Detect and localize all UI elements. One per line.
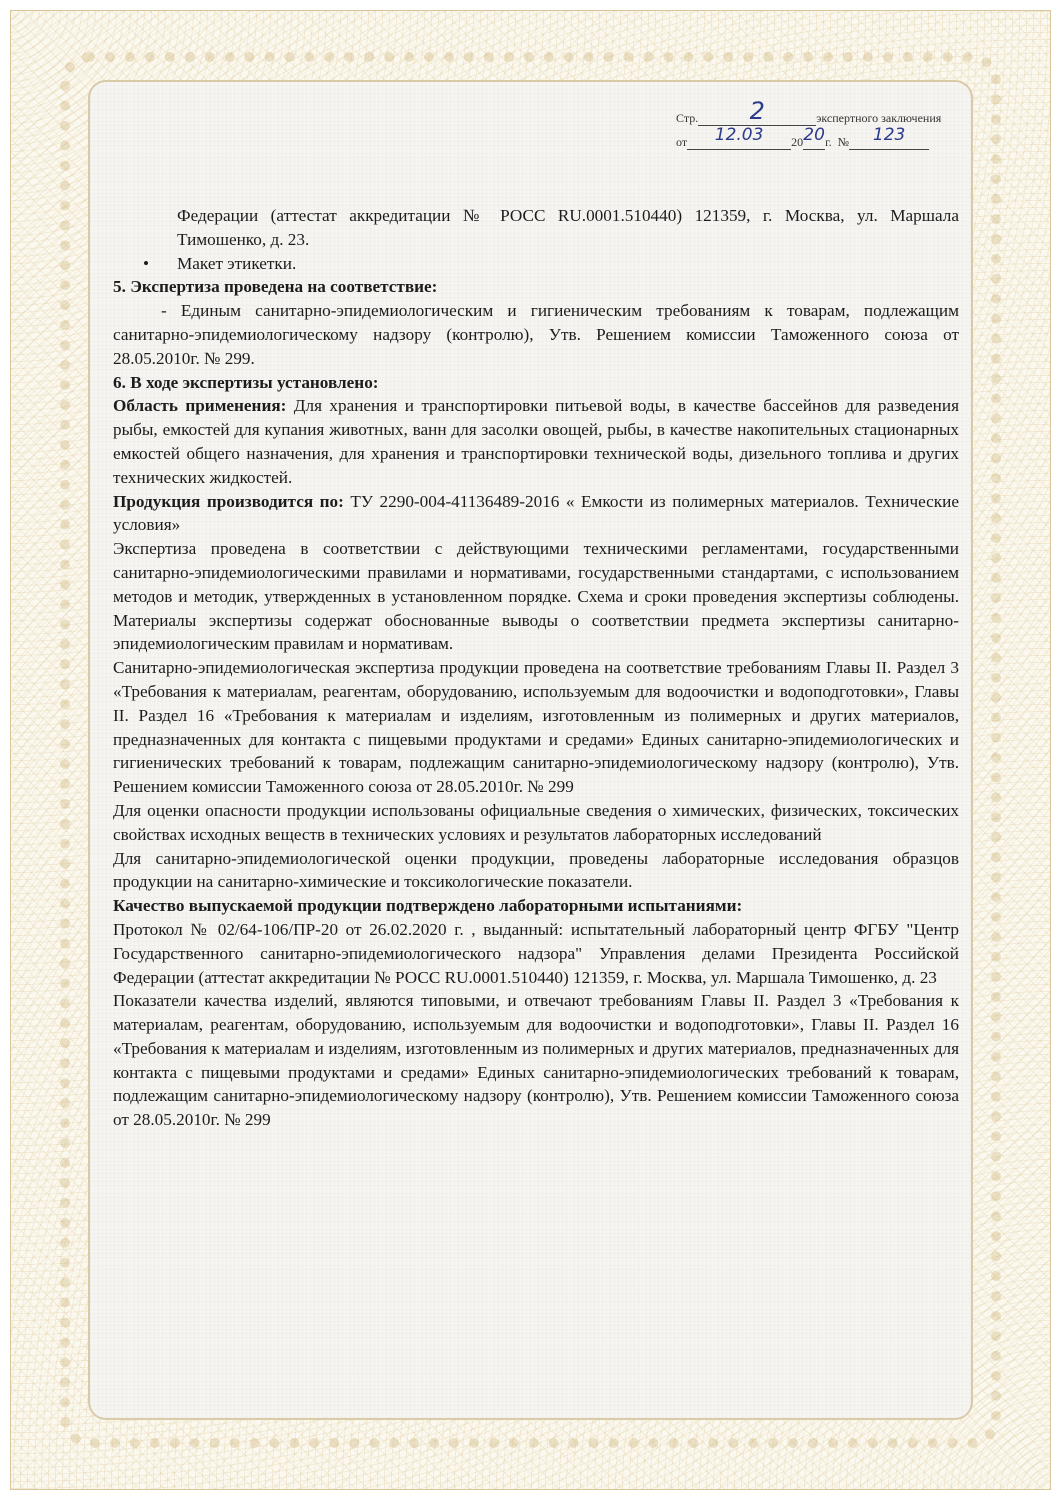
hazard-paragraph: Для оценки опасности продукции использованы официальные сведения о химических, физических, токсических свойствах исходных веществ в технических условиях и результатов лабораторных исследований [113, 800, 959, 844]
protocol-paragraph: Протокол № 02/64-106/ПР-20 от 26.02.2020 г. , выданный: испытательный лабораторный центр ФГБУ "Центр Государственного санитарно-эпидемиологического надзора" Управления делами Президента Российской Федерации (аттестат аккредитации № РОСС RU.0001.510440) 121359, г. Москва, ул. Маршала Тимошенко, д. 23 [113, 919, 959, 987]
year-prefix: 20 [791, 135, 804, 149]
produced-label: Продукция производится по: [113, 491, 344, 511]
quality-indicators-paragraph: Показатели качества изделий, являются типовыми, и отвечают требованиям Главы II. Раздел 3 «Требования к материалам, реагентам, оборудованию, используемым для водоочистки и водоподготовки», Главы II. Раздел 16 «Требования к материалам и изделиям, изготовленным из полимерных и других материалов, предназначенных для контакта с пищевыми продуктами и средами» Единых санитарно-эпидемиологических требований к товарам, подлежащим санитарно-эпидемиологическому надзору (контролю), Утв. Решением комиссии Таможенного союза от 28.05.2010г. № 299 [113, 991, 959, 1130]
year-suffix: 20 [803, 125, 825, 145]
document-body [113, 204, 959, 1132]
date-field [687, 125, 791, 150]
requirements-paragraph: Санитарно-эпидемиологическая экспертиза продукции проведена на соответствие требованиям Главы II. Раздел 3 «Требования к материалам, реагентам, оборудованию, используемым для водоочистки и водоподготовки», Главы II. Раздел 16 «Требования к материалам и изделиям, изготовленным из полимерных и других материалов, предназначенных для контакта с пищевыми продуктами и средами» Единых санитарно-эпидемиологических и гигиенических требований к товарам, подлежащим санитарно-эпидемиологическому надзору (контролю), Утв. Решением комиссии Таможенного союза от 28.05.2010г. № 299 [113, 658, 959, 797]
produced-paragraph [113, 490, 959, 538]
page-number: 2 [749, 97, 765, 125]
page-label: Стр. [676, 111, 699, 125]
from-label: от [676, 135, 688, 149]
continuation-text: Федерации (аттестат аккредитации № РОСС RU.0001.510440) 121359, г. Москва, ул. Маршала Тимошенко, д. 23. [177, 206, 959, 249]
number-field [849, 125, 929, 150]
document-header [676, 97, 958, 150]
expertise-paragraph: Экспертиза проведена в соответствии с действующими техническими регламентами, государственными санитарно-эпидемиологическими правилами и нормативами, государственными стандартами, с использованием методов и методик, утвержденных в установленном порядке. Схема и сроки проведения экспертизы соблюдены. Материалы экспертизы содержат обоснованные выводы о соответствии предмета экспертизы санитарно-эпидемиологическим правилам и нормативам. [113, 539, 959, 654]
conclusion-label: экспертного заключения [816, 111, 942, 125]
year-tail: г. [825, 135, 832, 149]
section5-text: - Единым санитарно-эпидемиологическим и гигиеническим требованиям к товарам, подлежащим санитарно-эпидемиологическому надзору (контролю), Утв. Решением комиссии Таможенного союза от 28.05.2010г. № 299. [113, 301, 959, 368]
section6-heading: 6. В ходе экспертизы установлено: [113, 372, 379, 392]
year-field [803, 125, 825, 150]
number-label: № [837, 135, 850, 149]
section5-heading: 5. Экспертиза проведена на соответствие: [113, 277, 438, 297]
scope-paragraph [113, 394, 959, 489]
scope-text: Для хранения и транспортировки питьевой воды, в качестве бассейнов для разведения рыбы, емкостей для купания животных, ванн для засолки овощей, рыбы, в качестве накопительных стационарных емкостей общего назначения, для хранения и транспортировки технической воды, дизельного топлива и других технических жидкостей. [113, 396, 959, 487]
lab-research-paragraph: Для санитарно-эпидемиологической оценки продукции, проведены лабораторные исследования образцов продукции на санитарно-химические и токсикологические показатели. [113, 848, 959, 892]
page-number-field [698, 97, 816, 126]
list-item [113, 252, 959, 276]
bullet-icon: • [143, 253, 150, 273]
conclusion-number: 123 [872, 125, 906, 145]
list-item-text: Макет этикетки. [177, 253, 297, 273]
produced-text: ТУ 2290-004-41136489-2016 « Емкости из полимерных материалов. Технические условия» [113, 491, 959, 535]
date-row [676, 126, 958, 150]
scope-label: Область применения: [113, 396, 287, 416]
quality-heading: Качество выпускаемой продукции подтверждено лабораторными испытаниями: [113, 896, 743, 916]
date-value: 12.03 [714, 125, 764, 145]
page-number-row [676, 97, 958, 126]
